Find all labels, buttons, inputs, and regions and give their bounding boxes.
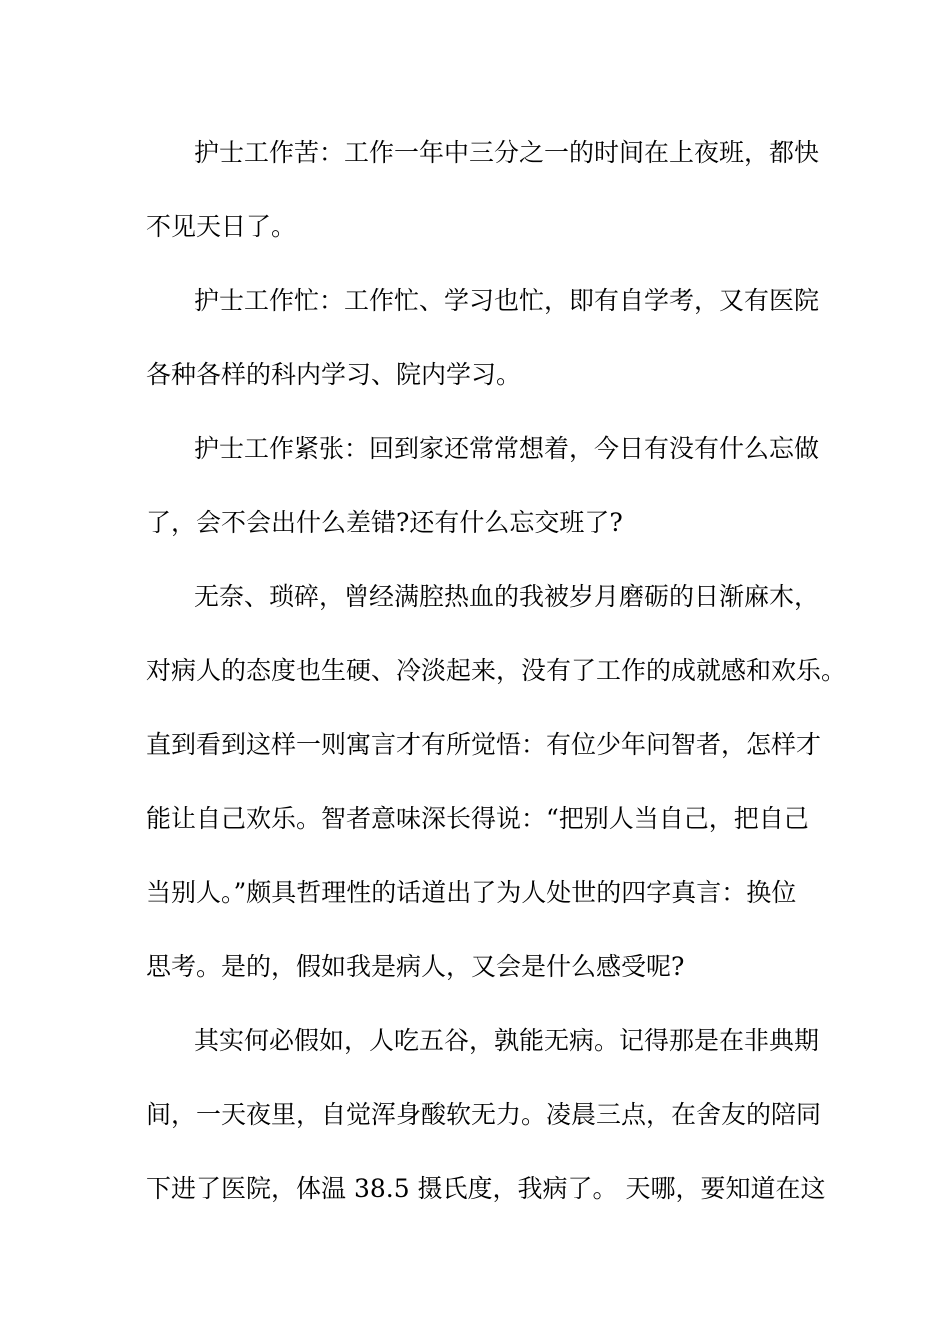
text-line-3: 护士工作忙：工作忙、学习也忙，即有自学考，又有医院 (194, 286, 820, 315)
text-line-13: 其实何必假如，人吃五谷，孰能无病。记得那是在非典期 (194, 1026, 820, 1055)
text-line-10: 能让自己欢乐。智者意味深长得说：“把别人当自己，把自己 (146, 804, 809, 833)
text-line-8: 对病人的态度也生硬、冷淡起来，没有了工作的成就感和欢乐。 (146, 656, 847, 685)
text-line-12: 思考。是的，假如我是病人，又会是什么感受呢? (146, 952, 685, 981)
text-line-15: 下进了医院，体温 38.5 摄氏度，我病了。 天哪，要知道在这 (146, 1174, 826, 1203)
text-line-11: 当别人。”颇具哲理性的话道出了为人处世的四字真言：换位 (146, 878, 797, 907)
text-line-6: 了，会不会出什么差错?还有什么忘交班了? (146, 508, 623, 537)
text-line-5: 护士工作紧张：回到家还常常想着，今日有没有什么忘做 (194, 434, 820, 463)
text-line-14: 间，一天夜里，自觉浑身酸软无力。凌晨三点，在舍友的陪同 (146, 1100, 822, 1129)
text-line-2: 不见天日了。 (146, 212, 297, 241)
text-line-7: 无奈、琐碎，曾经满腔热血的我被岁月磨砺的日渐麻木， (194, 582, 820, 611)
text-line-1: 护士工作苦：工作一年中三分之一的时间在上夜班，都快 (194, 138, 820, 167)
text-line-4: 各种各样的科内学习、院内学习。 (146, 360, 522, 389)
text-line-9: 直到看到这样一则寓言才有所觉悟：有位少年问智者，怎样才 (146, 730, 822, 759)
